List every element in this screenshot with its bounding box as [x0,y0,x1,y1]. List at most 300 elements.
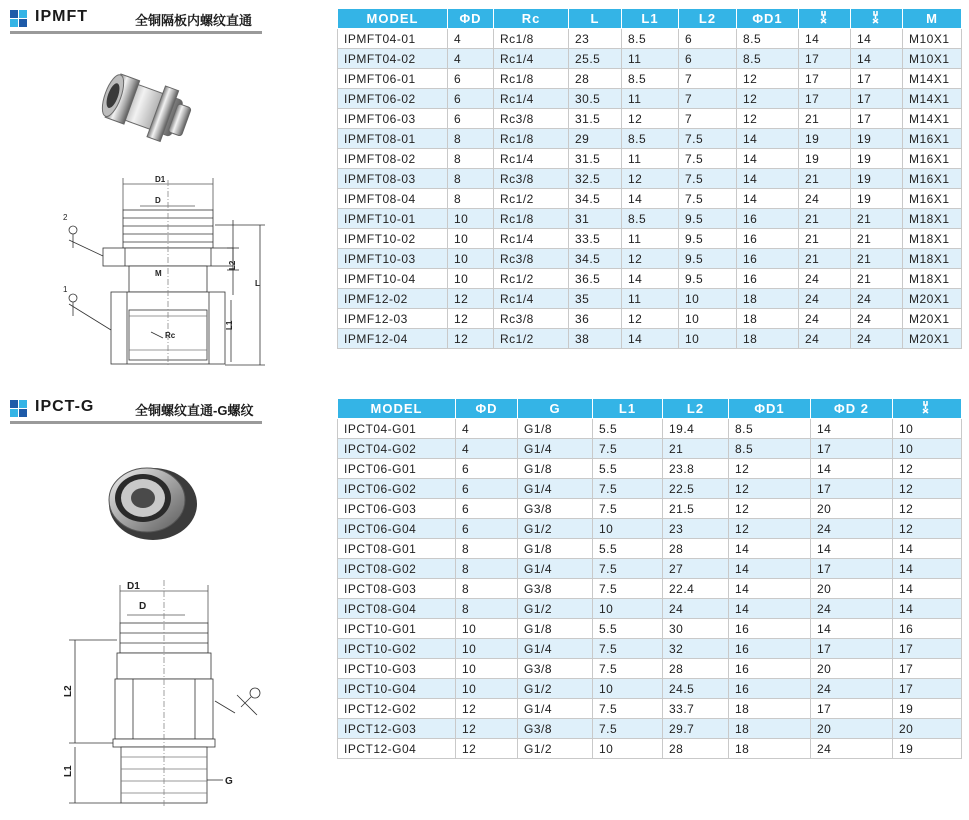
table-cell: G1/2 [518,599,593,619]
table-cell: 14 [729,599,811,619]
table-cell: 6 [456,479,518,499]
table-cell: 24 [851,289,903,309]
product-photo-ipmft [95,60,205,155]
table-cell: M18X1 [903,209,962,229]
section-rule [10,31,262,34]
table-cell: 21.5 [663,499,729,519]
table-cell: 17 [811,439,893,459]
table-row [338,519,962,539]
table-cell: 16 [737,249,799,269]
table-cell: 25.5 [569,49,622,69]
table-cell: 20 [811,719,893,739]
table-row [338,539,962,559]
table-cell: 12 [456,699,518,719]
table-cell: 7 [679,89,737,109]
table-cell: M14X1 [903,69,962,89]
table-cell: Rc1/4 [494,149,569,169]
table-cell: 7.5 [593,499,663,519]
table-cell: 18 [729,739,811,759]
model-cell: IPCT12-G02 [338,699,456,719]
table-cell: 14 [737,189,799,209]
table-cell: M14X1 [903,109,962,129]
product-photo-ipct-g [95,452,200,547]
table-cell: 17 [893,659,962,679]
table-cell: 19 [851,189,903,209]
table-cell: 20 [811,659,893,679]
table-cell: 6 [456,459,518,479]
table-cell: 24 [663,599,729,619]
table-row [338,69,962,89]
table-cell: 10 [448,249,494,269]
table-header-row [338,399,962,419]
model-cell: IPMFT06-03 [338,109,448,129]
col-header: M [903,9,962,29]
model-cell: IPMFT08-03 [338,169,448,189]
table-cell: G1/2 [518,679,593,699]
table-cell: 20 [811,579,893,599]
table-cell: 30.5 [569,89,622,109]
table-cell: 12 [622,249,679,269]
table-cell: 17 [893,639,962,659]
wrench-column-icon [799,9,851,29]
table-cell: 12 [448,329,494,349]
table-cell: 22.5 [663,479,729,499]
section-rule [10,421,262,424]
technical-drawing-ipct-g [55,575,285,810]
table-cell: 11 [622,49,679,69]
table-cell: 16 [737,269,799,289]
table-cell: 12 [456,719,518,739]
table-cell: 14 [851,29,903,49]
table-cell: 7.5 [593,719,663,739]
table-cell: 19 [893,699,962,719]
table-cell: 7.5 [679,189,737,209]
table-cell: 12 [456,739,518,759]
table-row [338,419,962,439]
table-cell: 6 [448,109,494,129]
table-cell: 12 [729,499,811,519]
table-cell: 19 [851,129,903,149]
table-cell: 8 [448,169,494,189]
model-cell: IPCT12-G03 [338,719,456,739]
table-cell: 19 [851,149,903,169]
table-cell: 7.5 [679,149,737,169]
wrench-icon [920,400,934,414]
table-row [338,679,962,699]
table-cell: 18 [729,699,811,719]
col-header: L1 [622,9,679,29]
table-cell: 8 [448,149,494,169]
wrench-2-label: 2 [63,213,68,222]
table-cell: 27 [663,559,729,579]
table-row [338,499,962,519]
table-cell: 8.5 [622,69,679,89]
table-cell: 14 [737,149,799,169]
model-cell: IPCT10-G03 [338,659,456,679]
table-row [338,699,962,719]
table-cell: Rc3/8 [494,309,569,329]
table-cell: 12 [737,89,799,109]
table-cell: M14X1 [903,89,962,109]
model-cell: IPMFT08-01 [338,129,448,149]
table-cell: 38 [569,329,622,349]
table-cell: 12 [622,109,679,129]
table-row [338,719,962,739]
table-row [338,169,962,189]
table-cell: Rc1/2 [494,269,569,289]
table-cell: 7.5 [593,699,663,719]
table-cell: 21 [851,269,903,289]
table-cell: 9.5 [679,209,737,229]
model-cell: IPMFT04-02 [338,49,448,69]
table-cell: 21 [799,229,851,249]
table-cell: 7.5 [679,129,737,149]
table-cell: 9.5 [679,249,737,269]
table-cell: 10 [593,519,663,539]
table-cell: 8 [448,129,494,149]
table-cell: 21 [851,209,903,229]
table-cell: 16 [729,619,811,639]
table-cell: 24 [851,329,903,349]
table-cell: 10 [456,639,518,659]
table-cell: 7.5 [593,639,663,659]
table-cell: 14 [893,579,962,599]
wrench-icon [870,10,884,24]
table-cell: 21 [799,169,851,189]
table-cell: 33.5 [569,229,622,249]
wrench-symbol-1-icon [63,285,111,330]
table-cell: 10 [593,739,663,759]
table-cell: 29.7 [663,719,729,739]
table-cell: 8 [456,579,518,599]
table-cell: 10 [893,419,962,439]
table-cell: 10 [448,229,494,249]
table-cell: 14 [729,579,811,599]
table-cell: 7.5 [679,169,737,189]
table-cell: 17 [799,69,851,89]
table-row [338,639,962,659]
table-row [338,49,962,69]
table-cell: G3/8 [518,579,593,599]
table-cell: Rc1/8 [494,29,569,49]
table-cell: 28 [569,69,622,89]
table-cell: 16 [729,679,811,699]
table-cell: G3/8 [518,499,593,519]
table-cell: 24 [811,739,893,759]
table-cell: 14 [737,169,799,189]
table-cell: G1/4 [518,559,593,579]
table-cell: 10 [456,619,518,639]
table-cell: M10X1 [903,49,962,69]
table-cell: 10 [593,599,663,619]
table-cell: 12 [729,479,811,499]
table-cell: 8.5 [729,439,811,459]
table-cell: 16 [729,639,811,659]
table-cell: 14 [811,539,893,559]
table-cell: M20X1 [903,309,962,329]
model-cell: IPCT08-G03 [338,579,456,599]
table-cell: G1/4 [518,479,593,499]
table-cell: M18X1 [903,229,962,249]
table-cell: 17 [811,639,893,659]
table-cell: 7 [679,69,737,89]
table-cell: 24 [811,519,893,539]
model-cell: IPMFT08-02 [338,149,448,169]
table-cell: 12 [893,499,962,519]
table-cell: 19.4 [663,419,729,439]
table-cell: G1/8 [518,419,593,439]
table-cell: 24 [799,329,851,349]
wrench-column-icon [851,9,903,29]
table-cell: 8.5 [622,129,679,149]
table-cell: 16 [737,229,799,249]
table-row [338,29,962,49]
table-cell: 17 [851,109,903,129]
col-header: L2 [663,399,729,419]
table-row [338,229,962,249]
model-cell: IPCT12-G04 [338,739,456,759]
table-cell: Rc1/4 [494,229,569,249]
section-code: IPMFT [35,8,88,25]
model-cell: IPMFT10-02 [338,229,448,249]
table-cell: 17 [811,699,893,719]
table-cell: M16X1 [903,149,962,169]
wrench-icon [818,10,832,24]
table-cell: 18 [737,289,799,309]
table-cell: 19 [799,129,851,149]
table-cell: M16X1 [903,129,962,149]
table-cell: 16 [729,659,811,679]
table-cell: G1/8 [518,459,593,479]
dim-d-label: D [139,601,147,612]
table-cell: 7.5 [593,659,663,679]
table-cell: 32.5 [569,169,622,189]
technical-drawing-ipmft [55,170,285,370]
table-cell: 10 [448,269,494,289]
table-cell: 6 [679,49,737,69]
model-cell: IPCT04-G02 [338,439,456,459]
table-cell: 12 [737,69,799,89]
table-row [338,579,962,599]
table-cell: 6 [679,29,737,49]
table-cell: 14 [737,129,799,149]
table-cell: 19 [799,149,851,169]
table-cell: 10 [679,289,737,309]
table-cell: 28 [663,659,729,679]
col-header: ΦD1 [737,9,799,29]
model-cell: IPCT06-G02 [338,479,456,499]
table-row [338,89,962,109]
table-cell: 22.4 [663,579,729,599]
table-cell: Rc1/2 [494,329,569,349]
table-row [338,599,962,619]
table-cell: 21 [799,109,851,129]
table-cell: 6 [456,519,518,539]
table-cell: 23 [569,29,622,49]
table-row [338,559,962,579]
table-cell: Rc1/8 [494,129,569,149]
model-cell: IPMFT10-04 [338,269,448,289]
table-cell: 36 [569,309,622,329]
dim-l2-label: L2 [63,685,74,697]
table-cell: 18 [737,309,799,329]
model-cell: IPCT06-G03 [338,499,456,519]
table-cell: 9.5 [679,229,737,249]
table-row [338,329,962,349]
table-cell: G1/2 [518,739,593,759]
table-cell: G3/8 [518,659,593,679]
table-cell: 11 [622,149,679,169]
table-cell: 10 [456,659,518,679]
table-cell: 23.8 [663,459,729,479]
table-cell: G3/8 [518,719,593,739]
table-cell: 34.5 [569,189,622,209]
table-cell: 14 [851,49,903,69]
table-cell: 31.5 [569,149,622,169]
wrench-column-icon [893,399,962,419]
table-cell: 14 [622,329,679,349]
table-row [338,269,962,289]
table-cell: 18 [737,329,799,349]
dim-l1-label: L1 [225,320,234,330]
table-cell: 30 [663,619,729,639]
col-header: L [569,9,622,29]
table-cell: 12 [893,459,962,479]
table-cell: 10 [593,679,663,699]
table-cell: 24 [851,309,903,329]
dim-l-label: L [255,279,260,288]
table-cell: 17 [893,679,962,699]
table-cell: 17 [811,479,893,499]
table-cell: 35 [569,289,622,309]
table-cell: 14 [729,539,811,559]
table-cell: Rc1/8 [494,209,569,229]
table-cell: 17 [799,89,851,109]
table-row [338,439,962,459]
table-cell: 14 [622,189,679,209]
table-row [338,249,962,269]
table-cell: Rc1/8 [494,69,569,89]
table-cell: Rc3/8 [494,169,569,189]
table-cell: 14 [729,559,811,579]
table-cell: 14 [893,599,962,619]
table-row [338,189,962,209]
table-cell: 10 [893,439,962,459]
table-cell: 7.5 [593,579,663,599]
table-cell: Rc3/8 [494,109,569,129]
table-cell: 4 [448,29,494,49]
section-marker-icon [10,10,27,27]
table-cell: 14 [811,459,893,479]
table-cell: M10X1 [903,29,962,49]
model-cell: IPMFT10-03 [338,249,448,269]
table-cell: 10 [679,309,737,329]
table-cell: 4 [448,49,494,69]
table-cell: G1/2 [518,519,593,539]
table-cell: 11 [622,229,679,249]
section-header-ipct-g [10,398,262,424]
model-cell: IPCT06-G01 [338,459,456,479]
model-cell: IPCT08-G02 [338,559,456,579]
table-cell: 21 [799,209,851,229]
col-header: ΦD [456,399,518,419]
table-cell: 29 [569,129,622,149]
section-name: 全铜螺纹直通-G螺纹 [135,403,254,418]
table-row [338,209,962,229]
table-cell: 12 [622,169,679,189]
table-cell: 34.5 [569,249,622,269]
table-cell: 31 [569,209,622,229]
col-header: ΦD1 [729,399,811,419]
table-row [338,659,962,679]
model-cell: IPCT08-G01 [338,539,456,559]
spec-table-ipmft [337,8,962,349]
table-cell: 21 [799,249,851,269]
dim-d-label: D [155,196,161,205]
table-cell: G1/4 [518,639,593,659]
table-cell: G1/8 [518,539,593,559]
table-cell: 36.5 [569,269,622,289]
table-cell: M16X1 [903,169,962,189]
table-cell: 6 [456,499,518,519]
table-cell: 10 [679,329,737,349]
table-cell: 5.5 [593,459,663,479]
dim-l1-label: L1 [63,765,74,777]
dim-g-label: G [225,776,233,787]
table-cell: 4 [456,439,518,459]
table-cell: 12 [622,309,679,329]
dim-d1-label: D1 [127,581,140,592]
table-cell: 14 [893,559,962,579]
section-code: IPCT-G [35,398,95,415]
table-cell: 24 [799,289,851,309]
table-cell: Rc3/8 [494,249,569,269]
table-cell: 16 [737,209,799,229]
model-cell: IPCT06-G04 [338,519,456,539]
wrench-symbol-2-icon [63,213,103,256]
table-cell: 32 [663,639,729,659]
table-cell: 8.5 [729,419,811,439]
dim-m-label: M [155,269,162,278]
wrench-symbol-icon [215,688,260,715]
table-cell: 24 [799,189,851,209]
table-cell: 8.5 [737,29,799,49]
table-cell: 20 [811,499,893,519]
table-cell: G1/8 [518,619,593,639]
table-cell: 11 [622,89,679,109]
model-cell: IPCT10-G02 [338,639,456,659]
table-cell: 7.5 [593,559,663,579]
table-cell: 5.5 [593,619,663,639]
table-cell: 5.5 [593,539,663,559]
col-header: MODEL [338,9,448,29]
model-cell: IPCT08-G04 [338,599,456,619]
table-cell: Rc1/4 [494,89,569,109]
table-cell: 7 [679,109,737,129]
table-cell: 23 [663,519,729,539]
model-cell: IPMF12-03 [338,309,448,329]
table-cell: 14 [811,419,893,439]
table-cell: 8.5 [622,29,679,49]
table-cell: 10 [456,679,518,699]
table-cell: 8 [456,559,518,579]
table-cell: 24 [799,269,851,289]
table-cell: 12 [893,479,962,499]
table-cell: 17 [799,49,851,69]
table-cell: G1/4 [518,699,593,719]
table-cell: M20X1 [903,289,962,309]
table-cell: 14 [622,269,679,289]
